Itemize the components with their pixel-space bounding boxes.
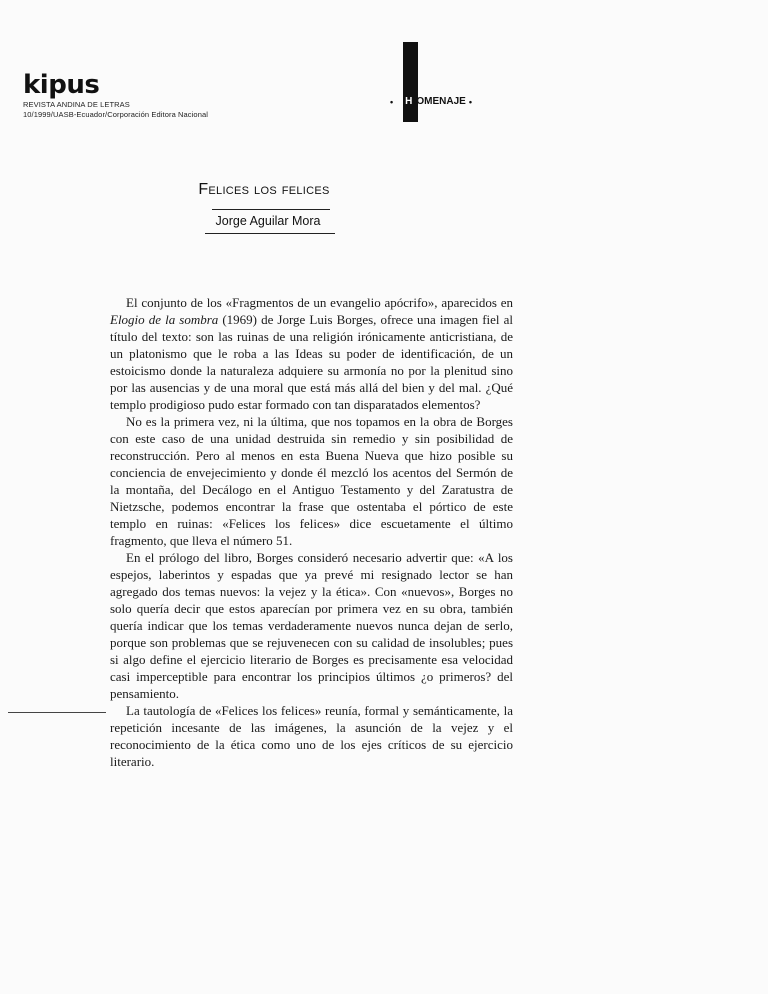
paragraph-4: La tautología de «Felices los felices» reunía, formal y semánticamente, la repetición incesante de las imágenes, la asunción de la vejez y el reconocimiento de la ética como uno de los ejes críticos de su ejercicio literario. [110,703,513,769]
section-bullet-left: • [390,96,394,107]
book-title: Elogio de la sombra [110,312,219,327]
paragraph-1-start: El conjunto de los «Fragmentos de un evangelio apócrifo», aparecidos en [126,295,513,310]
article-title: Felices los felices [198,181,330,198]
journal-name: REVISTA ANDINA DE LETRAS [23,100,130,109]
article-author: Jorge Aguilar Mora [215,214,321,228]
journal-info: 10/1999/UASB-Ecuador/Corporación Editora Nacional [23,110,209,119]
paragraph-1 [110,294,513,413]
section-marker-block [403,42,418,122]
paragraph-2: No es la primera vez, ni la última, que nos topamos en la obra de Borges con este caso de una unidad destruida sin remedio y sin posibilidad de reconstrucción. Pero al menos en esta Buena Nueva que hizo posible su conciencia de envejecimiento y donde él mezcló los acentos del Sermón de la montaña, del Decálogo en el Antiguo Testamento y del Zaratustra de Nietzsche, podemos encontrar la frase que ostentaba el pórtico de este templo en ruinas: «Felices los felices» dice escuetamente el último fragmento, que lleva el número 51. [110,414,513,548]
title-rule-bottom [205,233,335,234]
title-rule-top [212,209,330,210]
journal-logo: kipus [23,70,100,100]
paragraph-3: En el prólogo del libro, Borges consideró necesario advertir que: «A los espejos, laberintos y espadas que ya prevé mi resignado lector se han agregado dos temas nuevos: la vejez y la ética». Con «nuevos», Borges no solo quería decir que estos aparecían por primera vez en su obra, también quería indicar que los temas verdaderamente nuevos nunca dejan de serlo, porque son problemas que se rejuvenecen con su calidad de insolubles; pues si algo define el ejercicio literario de Borges es precisamente esa velocidad casi imperceptible para encontrar los principios últimos ¿o primeros? del pensamiento. [110,550,513,701]
section-name: OMENAJE [416,96,466,107]
section-label [390,96,472,107]
paragraph-1-rest: (1969) de Jorge Luis Borges, ofrece una imagen fiel al título del texto: son las ruinas de una religión irónicamente anticristiana, de un platonismo que le roba a las Ideas su poder de identificación, de un estoicismo donde la naturaleza adquiere su armonía no por la plenitud sino por las ausencias y de una moral que está más allá del bien y del mal. ¿Qué templo prodigioso pudo estar formado con tan disparatados elementos? [110,312,513,412]
article-body [110,294,513,770]
footnote-rule [8,712,106,713]
section-initial: H [405,96,413,107]
section-bullet-right: • [468,96,472,107]
